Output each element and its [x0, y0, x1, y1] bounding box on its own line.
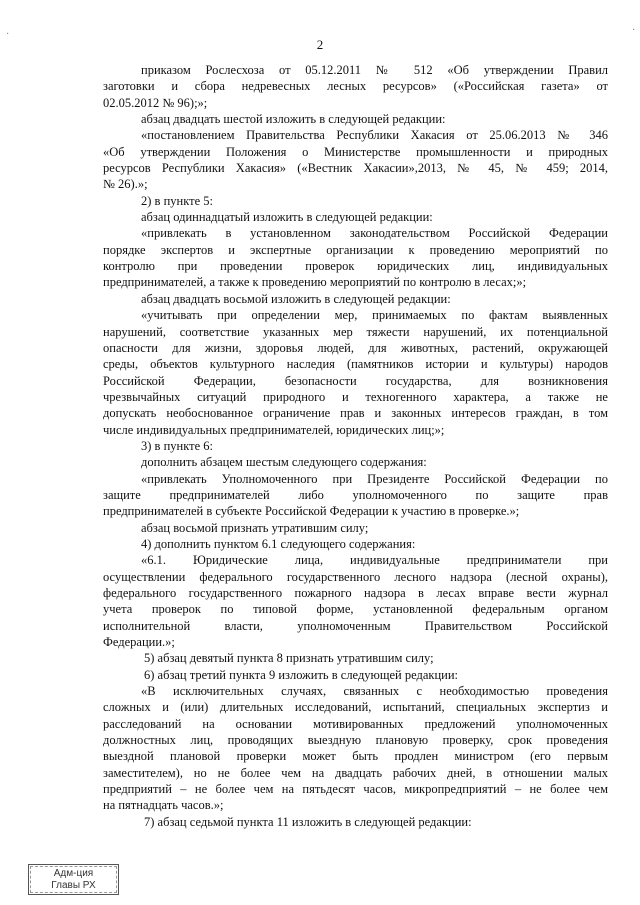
text-line: 02.05.2012 № 96);»; [103, 95, 208, 110]
text-line: заготовки и сбора недревесных лесных ресурсов» («Российская газета» от [103, 79, 608, 94]
text-line: федерального государственного пожарного надзора в лесах вправе вести журнал [103, 586, 608, 600]
text-line: «учитывать при определении мер, принимаемых по фактам выявленных [141, 308, 608, 323]
text-line: «Об утверждении Положения о Министерстве промышленности и природных [103, 144, 608, 159]
text-line: нарушений, соответствие указанных мер тяжести нарушений, их потенциальной [103, 324, 608, 339]
text-line: «6.1. Юридические лица, индивидуальные предприниматели при [141, 553, 608, 568]
registration-stamp [28, 864, 119, 895]
text-line: защите предпринимателей либо уполномоченного по защите прав [103, 487, 608, 502]
text-line: предприятий – не более чем на пятьдесят часов, микропредприятий – не более чем [103, 782, 608, 797]
text-line: предпринимателей в субъекте Российской Федерации к участию в проверке.»; [103, 504, 520, 519]
text-line: 5) абзац девятый пункта 8 признать утратившим силу; [144, 651, 434, 666]
stamp-line-1: Адм-ция [53, 868, 94, 879]
scan-mark-right: · [632, 25, 636, 36]
text-line: выездной плановой проверки может быть продлен министром (его первым [103, 749, 608, 764]
stamp-inner [30, 866, 117, 893]
text-line: допускать необоснованное ограничение прав и законных интересов граждан, в том [103, 406, 608, 421]
text-line: Федерации.»; [103, 635, 175, 650]
text-line: «привлекать Уполномоченного при Президенте Российской Федерации по [141, 471, 608, 486]
text-line: учета проверок по типовой форме, установленной федеральным органом [103, 602, 608, 617]
text-line: 7) абзац седьмой пункта 11 изложить в следующей редакции: [144, 814, 472, 829]
text-line: Российской Федерации, безопасности государства, для возникновения [103, 373, 608, 388]
text-line: 2) в пункте 5: [141, 193, 213, 208]
stamp-line-2: Главы РХ [51, 880, 96, 891]
text-line: контролю при проведении проверок юридических лиц, индивидуальных [103, 259, 608, 274]
text-line: ресурсов Республики Хакасия» («Вестник Хакасии»,2013, № 45, № 459; 2014, [103, 161, 608, 176]
text-line: абзац двадцать восьмой изложить в следующей редакции: [141, 291, 451, 306]
page-number: 2 [316, 37, 324, 52]
text-line: «постановлением Правительства Республики Хакасия от 25.06.2013 № 346 [141, 128, 608, 143]
text-line: расследований на основании мотивированных предложений уполномоченных [103, 716, 608, 731]
text-line: осуществлении федерального государственного лесного надзора (лесной охраны), [103, 569, 608, 584]
text-line: среды, объектов культурного наследия (памятников истории и культуры) народов [103, 357, 608, 372]
text-line: 4) дополнить пунктом 6.1 следующего содержания: [141, 536, 416, 551]
text-line: опасности для жизни, здоровья людей, для животных, растений, окружающей [103, 340, 608, 355]
document-body [103, 62, 608, 830]
text-line: исполнительной власти, уполномоченным Правительством Российской [103, 618, 608, 633]
text-line: на пятнадцать часов.»; [103, 798, 224, 813]
text-line: сложных и (или) длительных исследований, испытаний, специальных экспертиз и [103, 700, 608, 715]
text-line: «привлекать в установленном законодательством Российской Федерации [141, 226, 608, 241]
text-line: абзац двадцать шестой изложить в следующей редакции: [141, 112, 446, 127]
text-line: абзац восьмой признать утратившим силу; [141, 520, 369, 535]
text-line: должностных лиц, проводящих выездную плановую проверку, срок проведения [103, 733, 608, 748]
text-line: числе индивидуальных предпринимателей, юридических лиц;»; [103, 422, 445, 437]
text-line: № 26).»; [103, 177, 148, 192]
scan-mark-left: · [6, 29, 10, 40]
text-line: порядке экспертов и экспертные организации к проведению мероприятий по [103, 242, 608, 257]
text-line: «В исключительных случаях, связанных с необходимостью проведения [141, 684, 608, 699]
text-line: чрезвычайных ситуаций природного и техногенного характера, а также не [103, 389, 608, 404]
text-line: абзац одиннадцатый изложить в следующей редакции: [141, 210, 433, 225]
text-line: заместителем), но не более чем на двадцать рабочих дней, в отношении малых [103, 765, 608, 780]
text-line: 6) абзац третий пункта 9 изложить в следующей редакции: [144, 667, 459, 682]
text-line: дополнить абзацем шестым следующего содержания: [141, 455, 427, 470]
text-line: приказом Рослесхоза от 05.12.2011 № 512 «Об утверждении Правил [141, 63, 608, 77]
text-line: 3) в пункте 6: [141, 438, 213, 453]
text-line: предпринимателей, а также к проведению мероприятий по контролю в лесах;»; [103, 275, 527, 290]
